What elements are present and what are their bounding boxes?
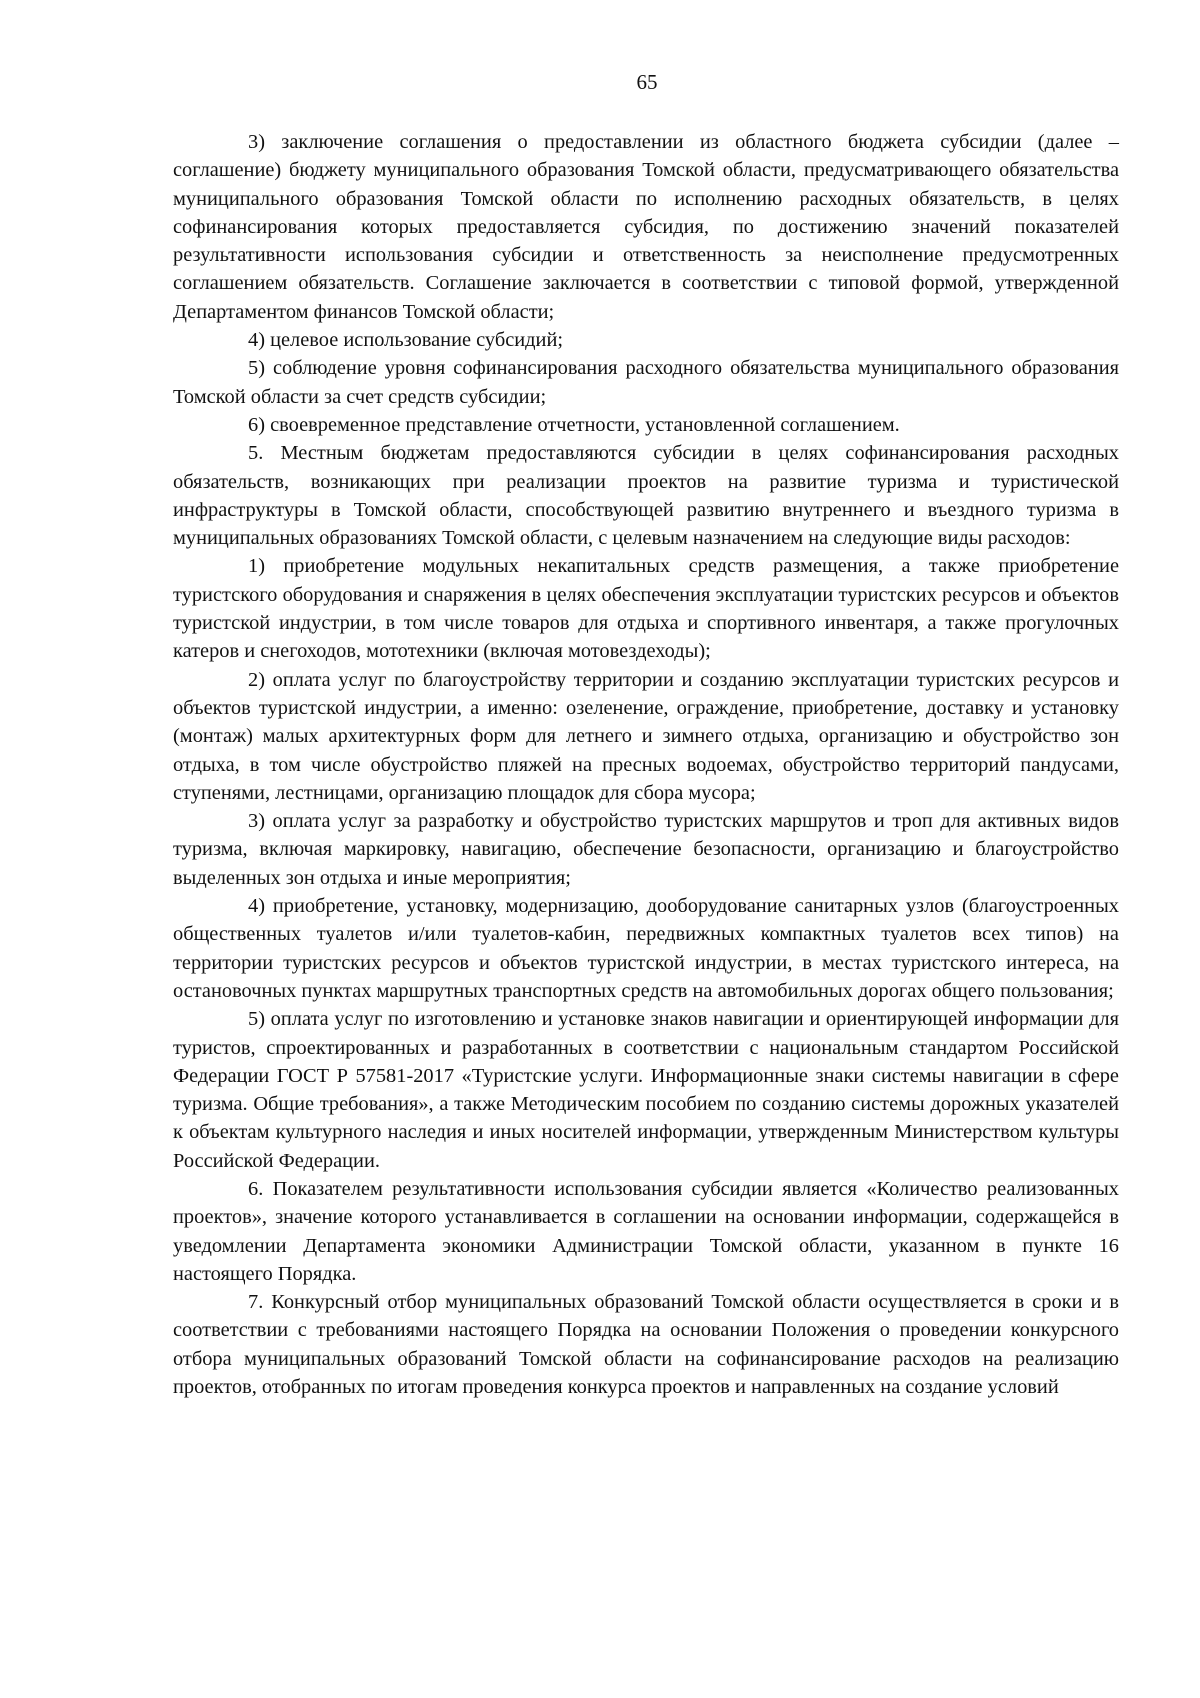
paragraph-6-reporting: 6) своевременное представление отчетности, установленной соглашением. (248, 413, 900, 436)
section-6-performance-indicator: 6. Показателем результативности использования субсидии является «Количество реализованных проектов», значение которого устанавливается в соглашении на основании информации, содержащейся в уведомлении Департамента экономики Администрации Томской области, указанном в пункте 16 настоящего Порядка. (173, 1177, 1119, 1285)
document-body (173, 128, 1119, 1401)
item-3-routes-trails: 3) оплата услуг за разработку и обустройство туристских маршрутов и троп для активных видов туризма, включая маркировку, навигацию, обеспечение безопасности, организацию и благоустройство выделенных зон отдыха и иные мероприятия; (173, 810, 1119, 889)
paragraph-3-agreement: 3) заключение соглашения о предоставлении из областного бюджета субсидии (далее – соглашение) бюджету муниципального образования Томской области, предусматривающего обязательства муниципального образования Томской области по исполнению расходных обязательств, в целях софинансирования которых предоставляется субсидия, по достижению значений показателей результативности использования субсидии и ответственность за неисполнение предусмотренных соглашением обязательств. Соглашение заключается в соответствии с типовой формой, утвержденной Департаментом финансов Томской области; (173, 131, 1119, 323)
item-4-sanitary-units: 4) приобретение, установку, модернизацию, дооборудование санитарных узлов (благоустроенных общественных туалетов и/или туалетов-кабин, передвижных компактных туалетов всех типов) на территории туристских ресурсов и объектов туристской индустрии, в местах туристского интереса, на остановочных пунктах маршрутных транспортных средств на автомобильных дорогах общего пользования; (173, 895, 1119, 1002)
paragraph-4-target-use: 4) целевое использование субсидий; (248, 329, 564, 352)
section-7-competitive-selection: 7. Конкурсный отбор муниципальных образований Томской области осуществляется в сроки и в соответствии с требованиями настоящего Порядка на основании Положения о проведении конкурсного отбора муниципальных образований Томской области на софинансирование расходов на реализацию проектов, отобранных по итогам проведения конкурса проектов и направленных на создание условий (173, 1291, 1119, 1399)
paragraph-5-cofinancing-level: 5) соблюдение уровня софинансирования расходного обязательства муниципального образования Томской области за счет средств субсидии; (173, 357, 1119, 408)
item-5-navigation-signs: 5) оплата услуг по изготовлению и установке знаков навигации и ориентирующей информации для туристов, спроектированных и разработанных в соответствии с национальным стандартом Российской Федерации ГОСТ Р 57581-2017 «Туристские услуги. Информационные знаки системы навигации в сфере туризма. Общие требования», а также Методическим пособием по созданию системы дорожных указателей к объектам культурного наследия и иных носителей информации, утвержденным Министерством культуры Российской Федерации. (173, 1008, 1119, 1172)
item-2-landscaping: 2) оплата услуг по благоустройству территории и созданию эксплуатации туристских ресурсов и объектов туристской индустрии, а именно: озеленение, ограждение, приобретение, доставку и установку (монтаж) малых архитектурных форм для летнего и зимнего отдыха, организацию и обустройство зон отдыха, в том числе обустройство пляжей на пресных водоемах, обустройство территорий пандусами, ступенями, лестницами, организацию площадок для сбора мусора; (173, 668, 1119, 804)
page-number: 65 (636, 70, 658, 94)
section-5-local-budgets: 5. Местным бюджетам предоставляются субсидии в целях софинансирования расходных обязательств, возникающих при реализации проектов на развитие туризма и туристической инфраструктуры в Томской области, способствующей развитию внутреннего и въездного туризма в муниципальных образованиях Томской области, с целевым назначением на следующие виды расходов: (173, 442, 1119, 550)
item-1-modular-facilities: 1) приобретение модульных некапитальных средств размещения, а также приобретение туристского оборудования и снаряжения в целях обеспечения эксплуатации туристских ресурсов и объектов туристской индустрии, в том числе товаров для отдыха и спортивного инвентаря, а также прогулочных катеров и снегоходов, мототехники (включая мотовездеходы); (173, 555, 1119, 663)
